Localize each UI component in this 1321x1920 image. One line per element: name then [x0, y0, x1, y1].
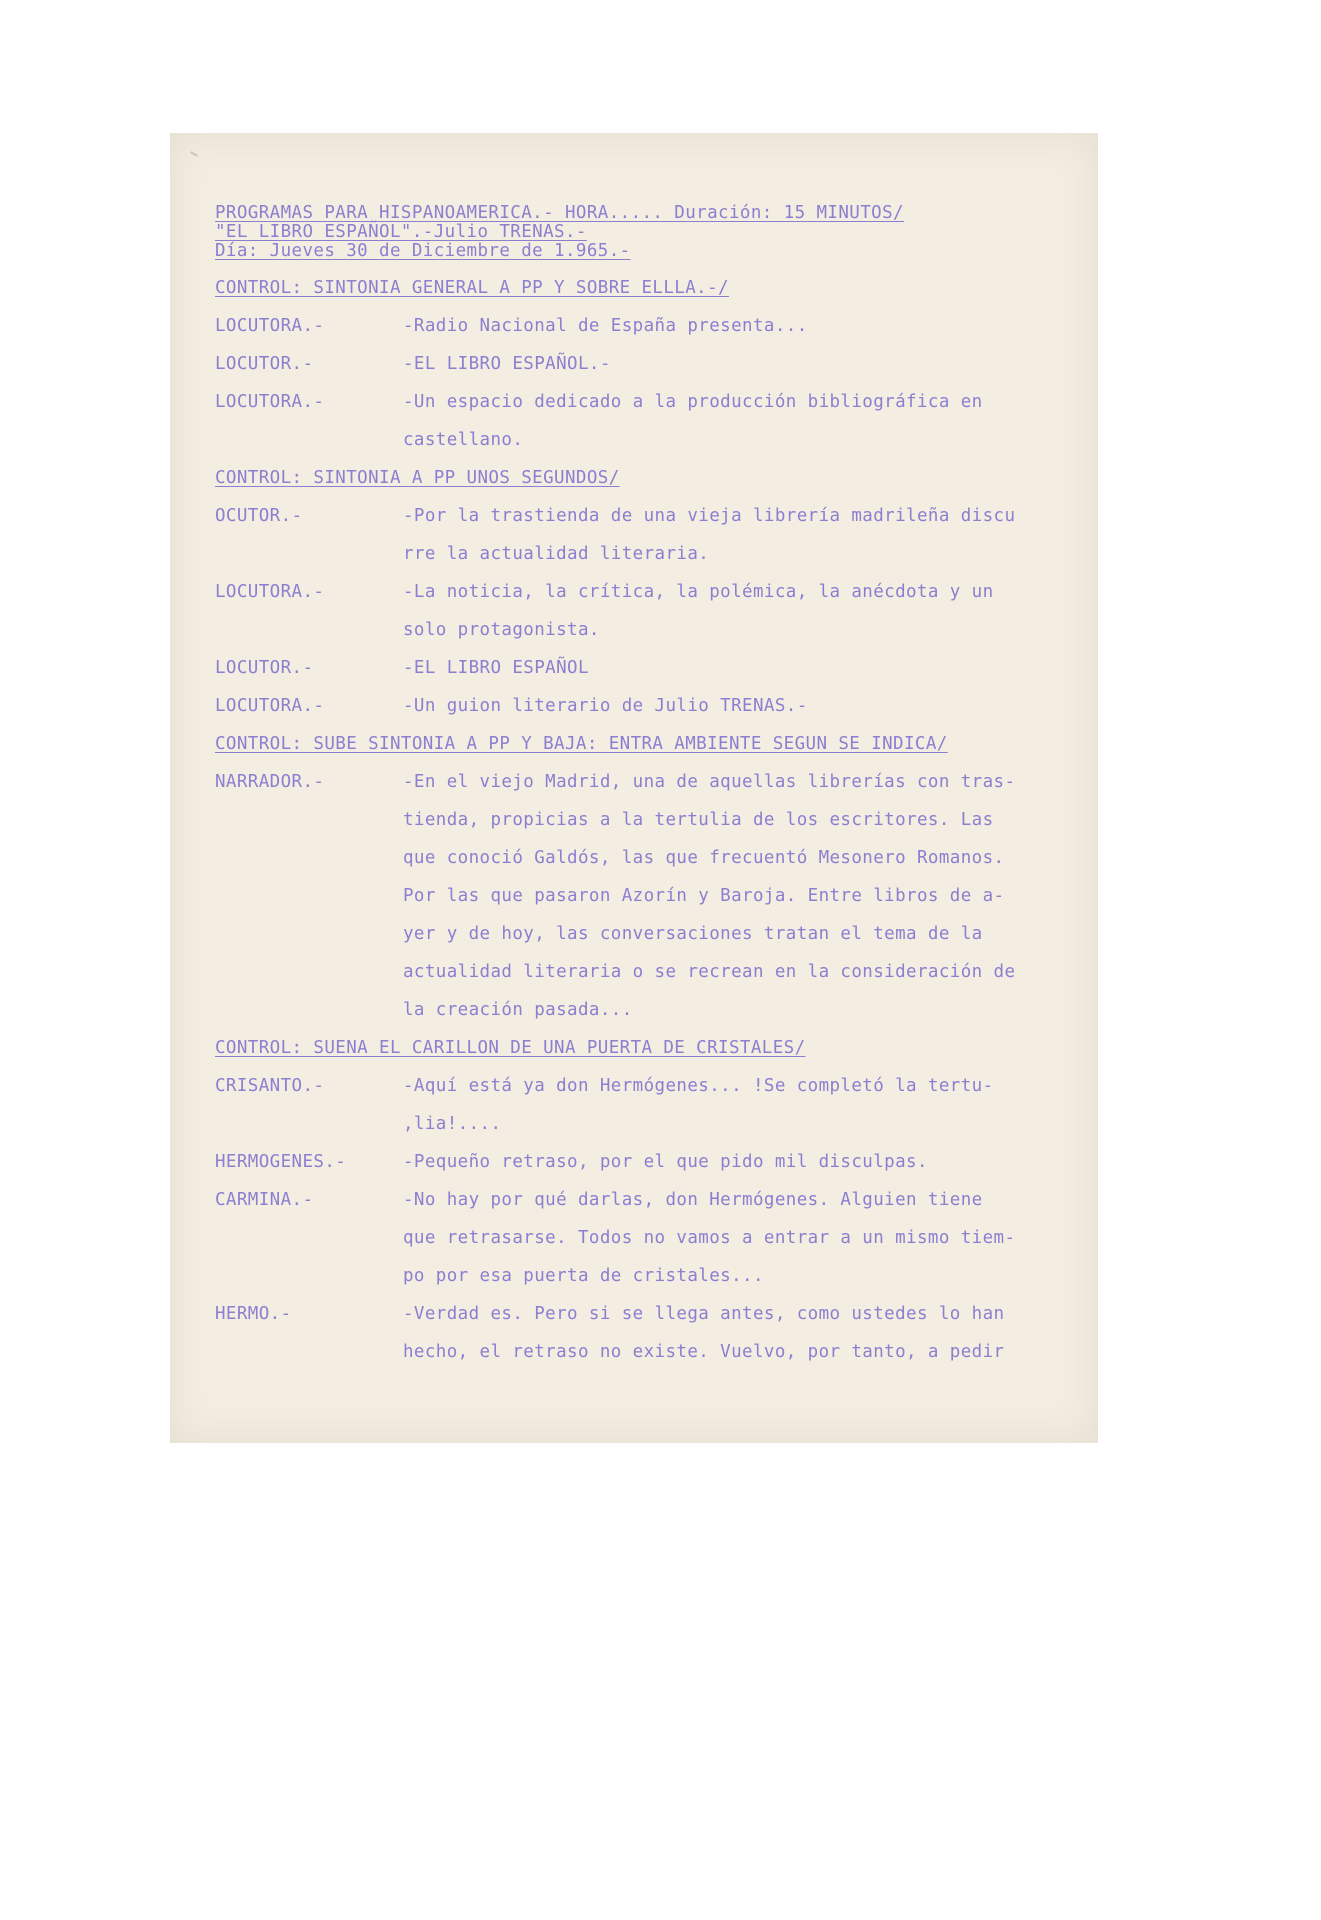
dialogue-line: -Aquí está ya don Hermógenes... !Se completó la tertu- [403, 1076, 994, 1096]
typewritten-page [170, 133, 1098, 1443]
dialogue-line: tienda, propicias a la tertulia de los escritores. Las [403, 810, 994, 830]
speaker-name: OCUTOR.- [215, 506, 303, 526]
dialogue-line: actualidad literaria o se recrean en la consideración de [403, 962, 1016, 982]
dialogue-line: -EL LIBRO ESPAÑOL.- [403, 354, 611, 374]
dialogue-line: que conoció Galdós, las que frecuentó Mesonero Romanos. [403, 848, 1005, 868]
speaker-name: NARRADOR.- [215, 772, 325, 792]
dialogue-line: -Pequeño retraso, por el que pido mil disculpas. [403, 1152, 928, 1172]
dialogue-line: -Un espacio dedicado a la producción bibliográfica en [403, 392, 983, 412]
dialogue-line: castellano. [403, 430, 524, 450]
dialogue-line: solo protagonista. [403, 620, 600, 640]
paper-mark [190, 151, 198, 157]
dialogue-line: -Verdad es. Pero si se llega antes, como ustedes lo han [403, 1304, 1005, 1324]
dialogue-line: -Radio Nacional de España presenta... [403, 316, 808, 336]
header-line-3: Día: Jueves 30 de Diciembre de 1.965.- [215, 241, 631, 261]
speaker-name: LOCUTORA.- [215, 696, 325, 716]
control-direction: CONTROL: SINTONIA A PP UNOS SEGUNDOS/ [215, 468, 620, 488]
speaker-name: LOCUTORA.- [215, 582, 325, 602]
dialogue-line: -Un guion literario de Julio TRENAS.- [403, 696, 808, 716]
dialogue-line: po por esa puerta de cristales... [403, 1266, 764, 1286]
dialogue-line: yer y de hoy, las conversaciones tratan el tema de la [403, 924, 983, 944]
dialogue-line: -En el viejo Madrid, una de aquellas librerías con tras- [403, 772, 1016, 792]
dialogue-line: rre la actualidad literaria. [403, 544, 710, 564]
dialogue-line: hecho, el retraso no existe. Vuelvo, por tanto, a pedir [403, 1342, 1005, 1362]
speaker-name: HERMOGENES.- [215, 1152, 347, 1172]
control-direction: CONTROL: SUBE SINTONIA A PP Y BAJA: ENTRA AMBIENTE SEGUN SE INDICA/ [215, 734, 948, 754]
speaker-name: CARMINA.- [215, 1190, 314, 1210]
dialogue-line: -No hay por qué darlas, don Hermógenes. Alguien tiene [403, 1190, 983, 1210]
header-line-1: PROGRAMAS PARA HISPANOAMERICA.- HORA..... Duración: 15 MINUTOS/ [215, 203, 904, 223]
dialogue-line: -EL LIBRO ESPAÑOL [403, 658, 589, 678]
dialogue-line: -Por la trastienda de una vieja librería madrileña discu [403, 506, 1016, 526]
speaker-name: HERMO.- [215, 1304, 292, 1324]
dialogue-line: Por las que pasaron Azorín y Baroja. Entre libros de a- [403, 886, 1005, 906]
speaker-name: CRISANTO.- [215, 1076, 325, 1096]
header-line-2: "EL LIBRO ESPAÑOL".-Julio TRENAS.- [215, 222, 587, 242]
speaker-name: LOCUTOR.- [215, 658, 314, 678]
dialogue-line: que retrasarse. Todos no vamos a entrar a un mismo tiem- [403, 1228, 1016, 1248]
dialogue-line: la creación pasada... [403, 1000, 633, 1020]
speaker-name: LOCUTORA.- [215, 316, 325, 336]
control-direction: CONTROL: SUENA EL CARILLON DE UNA PUERTA DE CRISTALES/ [215, 1038, 806, 1058]
speaker-name: LOCUTOR.- [215, 354, 314, 374]
control-direction: CONTROL: SINTONIA GENERAL A PP Y SOBRE ELLLA.-/ [215, 278, 729, 298]
speaker-name: LOCUTORA.- [215, 392, 325, 412]
dialogue-line: -La noticia, la crítica, la polémica, la anécdota y un [403, 582, 994, 602]
dialogue-line: ,lia!.... [403, 1114, 502, 1134]
